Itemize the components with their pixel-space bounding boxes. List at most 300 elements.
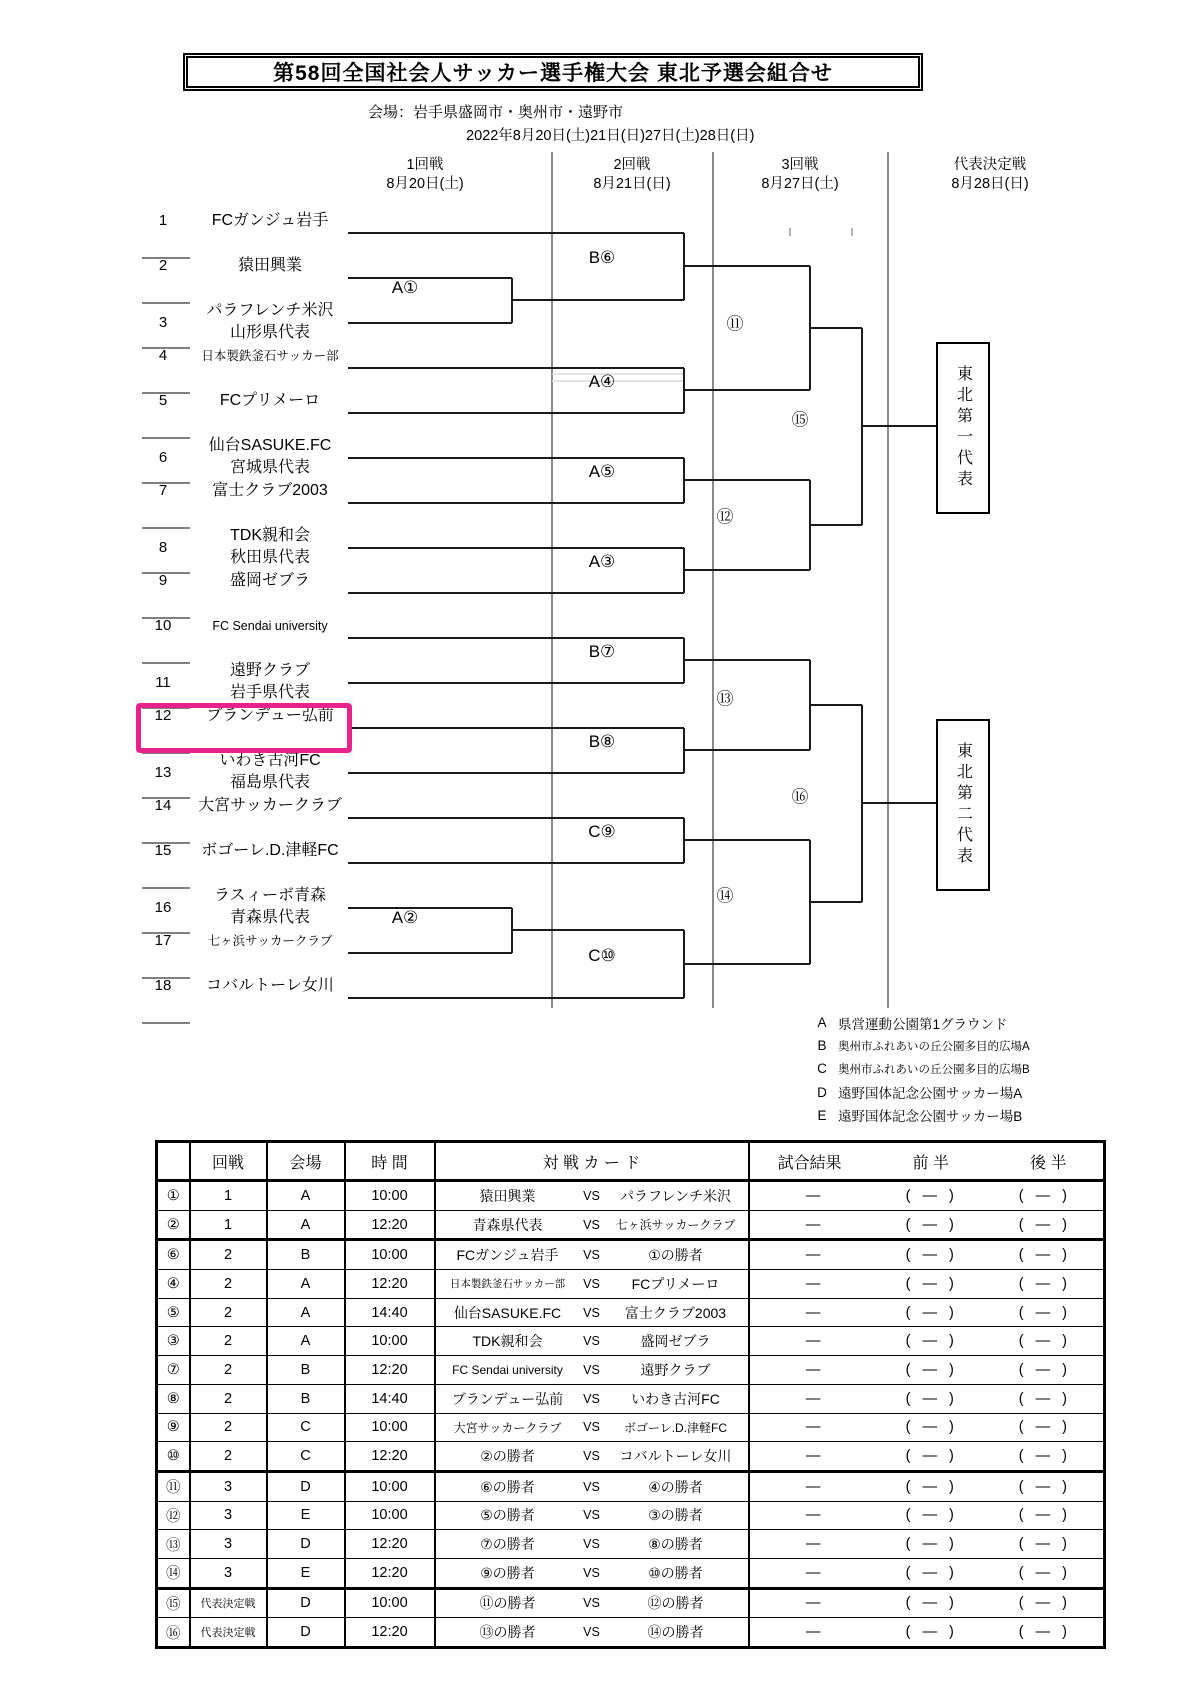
home-team: ⑦の勝者 xyxy=(480,1536,535,1553)
round-cell: 2 xyxy=(190,1240,267,1270)
time-cell: 12:20 xyxy=(345,1618,435,1648)
team-name xyxy=(193,660,347,704)
time-cell: 12:20 xyxy=(345,1210,435,1240)
round-cell: 3 xyxy=(190,1530,267,1559)
match-label: ⑫ xyxy=(716,507,734,527)
team-number: 11 xyxy=(155,674,171,691)
team-name xyxy=(193,840,347,862)
result-cell xyxy=(749,1471,1105,1501)
vs-label: VS xyxy=(583,1449,600,1464)
match-no-cell: ⑪ xyxy=(157,1471,190,1501)
team-number: 16 xyxy=(154,899,172,916)
result-cell xyxy=(749,1298,1105,1327)
round-cell: 2 xyxy=(190,1442,267,1472)
team-number: 17 xyxy=(154,932,172,949)
team-name-sub: 山形県代表 xyxy=(229,324,310,341)
card-cell xyxy=(435,1618,749,1648)
away-team: 盛岡ゼブラ xyxy=(640,1333,711,1350)
venue-code: B xyxy=(817,1038,827,1054)
vs-label: VS xyxy=(583,1565,600,1580)
card-cell xyxy=(435,1442,749,1472)
venue-code: E xyxy=(817,1107,827,1123)
result-cell xyxy=(749,1413,1105,1442)
second-half-value: ( — ) xyxy=(1018,1507,1067,1524)
match-label: A③ xyxy=(588,552,616,571)
result-value: — xyxy=(805,1275,821,1292)
match-label: A① xyxy=(391,278,419,297)
time-cell: 12:20 xyxy=(345,1270,435,1299)
result-cell xyxy=(749,1618,1105,1648)
result-value: — xyxy=(805,1448,821,1465)
away-team: ③の勝者 xyxy=(648,1507,703,1524)
match-label: B⑥ xyxy=(588,248,616,267)
round-cell: 3 xyxy=(190,1501,267,1530)
schedule-table-body xyxy=(157,1181,1105,1648)
team-number: 2 xyxy=(158,257,168,274)
match-label: A⑤ xyxy=(588,462,616,481)
team-name-sub: 秋田県代表 xyxy=(229,549,310,566)
table-row xyxy=(157,1558,1105,1588)
team-name-main: FC Sendai university xyxy=(212,619,328,633)
round-header xyxy=(386,156,463,194)
highlight-box xyxy=(136,703,352,753)
time-cell: 10:00 xyxy=(345,1471,435,1501)
time-cell: 14:40 xyxy=(345,1298,435,1327)
venue-cell: C xyxy=(267,1442,345,1472)
team-name-main: ボゴーレ.D.津軽FC xyxy=(201,842,339,859)
venue-cell: D xyxy=(267,1530,345,1559)
venue-code: D xyxy=(817,1084,827,1100)
vs-label: VS xyxy=(583,1391,600,1406)
match-no-cell: ⑧ xyxy=(157,1384,190,1413)
team-number: 10 xyxy=(154,617,172,634)
round-cell: 2 xyxy=(190,1384,267,1413)
second-half-value: ( — ) xyxy=(1018,1536,1067,1553)
first-half-value: ( — ) xyxy=(905,1624,954,1641)
second-half-value: ( — ) xyxy=(1018,1361,1067,1378)
team-number: 6 xyxy=(158,449,168,466)
away-team: ⑭の勝者 xyxy=(647,1624,704,1641)
table-row xyxy=(157,1181,1105,1211)
home-team: ブランデュー弘前 xyxy=(451,1390,564,1407)
team-number: 18 xyxy=(154,977,172,994)
team-number: 1 xyxy=(158,212,168,229)
second-half-value: ( — ) xyxy=(1018,1624,1067,1641)
result-cell xyxy=(749,1327,1105,1356)
venue-cell: B xyxy=(267,1384,345,1413)
venue-cell: D xyxy=(267,1471,345,1501)
home-team: 青森県代表 xyxy=(472,1216,543,1233)
team-name-main: 富士クラブ2003 xyxy=(212,482,328,499)
result-value: — xyxy=(805,1216,821,1233)
vs-label: VS xyxy=(583,1305,600,1320)
team-name-main: 日本製鉄釜石サッカー部 xyxy=(201,349,339,363)
round-date: 8月28日(日) xyxy=(951,176,1029,192)
first-half-value: ( — ) xyxy=(905,1361,954,1378)
venue-name: 遠野国体記念公園サッカー場A xyxy=(838,1086,1023,1102)
venue-legend-row xyxy=(806,1104,1106,1127)
round-cell: 1 xyxy=(190,1210,267,1240)
venue-cell: B xyxy=(267,1240,345,1270)
round-label: 1回戦 xyxy=(406,157,444,173)
away-team: パラフレンチ米沢 xyxy=(619,1187,732,1204)
venue-cell: D xyxy=(267,1618,345,1648)
result-cell xyxy=(749,1530,1105,1559)
match-label: A② xyxy=(391,908,419,927)
away-team: 富士クラブ2003 xyxy=(624,1304,727,1321)
round-cell: 代表決定戦 xyxy=(190,1618,267,1648)
team-name-sub: 岩手県代表 xyxy=(229,684,310,701)
round-label: 2回戦 xyxy=(613,157,651,173)
team-number: 15 xyxy=(154,842,172,859)
vs-label: VS xyxy=(583,1362,600,1377)
team-name xyxy=(193,480,347,502)
vs-label: VS xyxy=(583,1248,600,1263)
home-team: ②の勝者 xyxy=(480,1448,535,1465)
time-cell: 12:20 xyxy=(345,1356,435,1385)
away-team: いわき古河FC xyxy=(631,1390,720,1407)
second-half-value: ( — ) xyxy=(1018,1595,1067,1612)
round-cell: 2 xyxy=(190,1270,267,1299)
team-name-main: ブランデュー弘前 xyxy=(206,707,334,724)
vs-label: VS xyxy=(583,1508,600,1523)
away-team: ⑫の勝者 xyxy=(647,1595,704,1612)
table-row xyxy=(157,1413,1105,1442)
away-team: ①の勝者 xyxy=(648,1247,703,1264)
team-name xyxy=(193,975,347,997)
match-no-cell: ⑦ xyxy=(157,1356,190,1385)
round-cell: 1 xyxy=(190,1181,267,1211)
card-cell xyxy=(435,1501,749,1530)
team-number: 5 xyxy=(158,392,168,409)
card-cell xyxy=(435,1384,749,1413)
team-number: 7 xyxy=(158,482,168,499)
result-value: — xyxy=(805,1595,821,1612)
first-half-value: ( — ) xyxy=(905,1187,954,1204)
match-no-cell: ⑬ xyxy=(157,1530,190,1559)
time-cell: 10:00 xyxy=(345,1413,435,1442)
card-cell xyxy=(435,1588,749,1618)
home-team: ⑥の勝者 xyxy=(480,1478,535,1495)
time-cell: 12:20 xyxy=(345,1558,435,1588)
result-cell xyxy=(749,1558,1105,1588)
second-half-value: ( — ) xyxy=(1018,1304,1067,1321)
result-cell xyxy=(749,1384,1105,1413)
first-half-value: ( — ) xyxy=(905,1536,954,1553)
result-value: — xyxy=(805,1478,821,1495)
winner-label: 東北第一代表 xyxy=(954,365,972,491)
result-value: — xyxy=(805,1247,821,1264)
round-date: 8月21日(日) xyxy=(593,176,671,192)
venue-cell: A xyxy=(267,1327,345,1356)
schedule-table-head xyxy=(157,1142,1105,1181)
card-cell xyxy=(435,1530,749,1559)
second-half-value: ( — ) xyxy=(1018,1247,1067,1264)
winner-box xyxy=(936,342,990,514)
card-cell xyxy=(435,1270,749,1299)
match-label: ⑪ xyxy=(726,314,744,334)
first-half-value: ( — ) xyxy=(905,1507,954,1524)
match-no-cell: ⑯ xyxy=(157,1618,190,1648)
round-cell: 3 xyxy=(190,1558,267,1588)
away-team: ⑩の勝者 xyxy=(648,1564,703,1581)
first-half-value: ( — ) xyxy=(905,1478,954,1495)
second-half-value: ( — ) xyxy=(1018,1478,1067,1495)
vs-label: VS xyxy=(583,1537,600,1552)
away-team: コバルトーレ女川 xyxy=(619,1448,732,1465)
match-no-cell: ⑥ xyxy=(157,1240,190,1270)
match-label: A④ xyxy=(588,372,616,391)
team-name-sub: 宮城県代表 xyxy=(229,459,310,476)
team-number: 8 xyxy=(158,539,168,556)
venue-cell: E xyxy=(267,1558,345,1588)
time-cell: 12:20 xyxy=(345,1530,435,1559)
card-cell xyxy=(435,1181,749,1211)
card-cell xyxy=(435,1327,749,1356)
venue-cell: A xyxy=(267,1270,345,1299)
match-no-cell: ④ xyxy=(157,1270,190,1299)
second-half-value: ( — ) xyxy=(1018,1275,1067,1292)
match-no-cell: ⑭ xyxy=(157,1558,190,1588)
result-cell xyxy=(749,1501,1105,1530)
away-team: ボゴーレ.D.津軽FC xyxy=(623,1420,728,1435)
team-name-main: 七ヶ浜サッカークラブ xyxy=(207,934,333,948)
round-date: 8月27日(土) xyxy=(761,176,839,192)
match-no-cell: ⑨ xyxy=(157,1413,190,1442)
header-time: 時 間 xyxy=(345,1142,435,1181)
table-row xyxy=(157,1471,1105,1501)
venue-cell: A xyxy=(267,1181,345,1211)
venue-code: A xyxy=(817,1015,827,1031)
team-name xyxy=(193,390,347,412)
card-cell xyxy=(435,1356,749,1385)
team-number: 13 xyxy=(154,764,172,781)
match-label: ⑬ xyxy=(716,689,734,709)
venue-legend xyxy=(806,1011,1106,1127)
match-label: C⑨ xyxy=(588,822,616,841)
first-half-value: ( — ) xyxy=(905,1247,954,1264)
venue-cell: E xyxy=(267,1501,345,1530)
header-card: 対 戦 カ ー ド xyxy=(435,1142,749,1181)
match-label: ⑯ xyxy=(791,787,809,807)
result-value: — xyxy=(805,1564,821,1581)
team-name xyxy=(193,525,347,569)
time-cell: 10:00 xyxy=(345,1181,435,1211)
first-half-value: ( — ) xyxy=(905,1419,954,1436)
home-team: 日本製鉄釜石サッカー部 xyxy=(449,1278,566,1291)
team-name xyxy=(193,615,347,637)
schedule-table xyxy=(155,1140,1106,1649)
round-cell: 代表決定戦 xyxy=(190,1588,267,1618)
header-results xyxy=(749,1142,1105,1181)
card-cell xyxy=(435,1471,749,1501)
match-no-cell: ② xyxy=(157,1210,190,1240)
away-team: FCプリメーロ xyxy=(631,1275,720,1292)
vs-label: VS xyxy=(583,1188,600,1203)
team-name xyxy=(193,300,347,344)
away-team: ⑧の勝者 xyxy=(648,1536,703,1553)
match-label: ⑮ xyxy=(791,410,809,430)
match-label: ⑭ xyxy=(716,886,734,906)
result-value: — xyxy=(805,1304,821,1321)
time-cell: 10:00 xyxy=(345,1588,435,1618)
round-date: 8月20日(土) xyxy=(386,176,464,192)
first-half-value: ( — ) xyxy=(905,1564,954,1581)
match-no-cell: ⑫ xyxy=(157,1501,190,1530)
round-header xyxy=(951,156,1028,194)
team-name xyxy=(193,435,347,479)
table-row xyxy=(157,1327,1105,1356)
venue-line: 会場：岩手県盛岡市・奥州市・遠野市 xyxy=(368,104,624,121)
second-half-value: ( — ) xyxy=(1018,1333,1067,1350)
first-half-value: ( — ) xyxy=(905,1216,954,1233)
team-name xyxy=(193,210,347,232)
away-team: 七ヶ浜サッカークラブ xyxy=(615,1218,736,1233)
table-row xyxy=(157,1356,1105,1385)
vs-label: VS xyxy=(583,1217,600,1232)
result-cell xyxy=(749,1270,1105,1299)
round-label: 代表決定戦 xyxy=(953,157,1027,173)
time-cell: 10:00 xyxy=(345,1327,435,1356)
second-half-value: ( — ) xyxy=(1018,1419,1067,1436)
second-half-value: ( — ) xyxy=(1018,1187,1067,1204)
result-value: — xyxy=(805,1361,821,1378)
card-cell xyxy=(435,1210,749,1240)
venue-code: C xyxy=(817,1061,827,1077)
table-row xyxy=(157,1270,1105,1299)
venue-legend-row xyxy=(806,1034,1106,1057)
team-name-main: 猿田興業 xyxy=(237,257,302,274)
team-name-main: FCガンジュ岩手 xyxy=(211,212,329,229)
result-cell xyxy=(749,1442,1105,1472)
vs-label: VS xyxy=(583,1276,600,1291)
second-half-value: ( — ) xyxy=(1018,1390,1067,1407)
team-name-main: TDK親和会 xyxy=(229,527,310,544)
team-name xyxy=(193,345,347,367)
page-title: 第58回全国社会人サッカー選手権大会 東北予選会組合せ xyxy=(273,62,833,85)
winner-box xyxy=(936,719,990,891)
team-name-main: 大宮サッカークラブ xyxy=(198,797,342,814)
away-team: 遠野クラブ xyxy=(640,1361,711,1378)
result-cell xyxy=(749,1181,1105,1211)
first-half-value: ( — ) xyxy=(905,1390,954,1407)
round-cell: 2 xyxy=(190,1356,267,1385)
team-name-main: FCプリメーロ xyxy=(219,392,321,409)
round-cell: 2 xyxy=(190,1413,267,1442)
header-first-half: 前 半 xyxy=(912,1154,949,1172)
venue-cell: B xyxy=(267,1356,345,1385)
team-name xyxy=(193,570,347,592)
card-cell xyxy=(435,1413,749,1442)
team-name-main: いわき古河FC xyxy=(219,752,321,769)
round-cell: 2 xyxy=(190,1327,267,1356)
first-half-value: ( — ) xyxy=(905,1595,954,1612)
result-cell xyxy=(749,1356,1105,1385)
venue-cell: A xyxy=(267,1298,345,1327)
venue-legend-row xyxy=(806,1081,1106,1104)
home-team: ⑪の勝者 xyxy=(479,1595,536,1612)
team-number: 14 xyxy=(154,797,172,814)
vs-label: VS xyxy=(583,1625,600,1640)
time-cell: 10:00 xyxy=(345,1240,435,1270)
round-header xyxy=(761,156,838,194)
table-row xyxy=(157,1588,1105,1618)
home-team: FCガンジュ岩手 xyxy=(456,1247,559,1264)
table-row xyxy=(157,1240,1105,1270)
venue-name: 奥州市ふれあいの丘公園多目的広場A xyxy=(838,1040,1030,1053)
venue-name: 遠野国体記念公園サッカー場B xyxy=(838,1109,1023,1125)
table-row xyxy=(157,1442,1105,1472)
table-row xyxy=(157,1501,1105,1530)
home-team: FC Sendai university xyxy=(452,1362,563,1377)
vs-label: VS xyxy=(583,1479,600,1494)
result-cell xyxy=(749,1240,1105,1270)
team-name xyxy=(193,795,347,817)
result-value: — xyxy=(805,1187,821,1204)
away-team: ④の勝者 xyxy=(648,1478,703,1495)
venue-name: 県営運動公園第1グラウンド xyxy=(838,1016,1008,1032)
vs-label: VS xyxy=(583,1596,600,1611)
vs-label: VS xyxy=(583,1420,600,1435)
result-value: — xyxy=(805,1536,821,1553)
team-name xyxy=(193,930,347,952)
vs-label: VS xyxy=(583,1334,600,1349)
result-value: — xyxy=(805,1419,821,1436)
team-number: 3 xyxy=(158,314,168,331)
match-no-cell: ⑩ xyxy=(157,1442,190,1472)
match-label: B⑧ xyxy=(588,732,616,751)
header-result: 試合結果 xyxy=(777,1154,842,1172)
card-cell xyxy=(435,1298,749,1327)
card-cell xyxy=(435,1240,749,1270)
first-half-value: ( — ) xyxy=(905,1333,954,1350)
second-half-value: ( — ) xyxy=(1018,1448,1067,1465)
first-half-value: ( — ) xyxy=(905,1304,954,1321)
second-half-value: ( — ) xyxy=(1018,1216,1067,1233)
match-label: C⑩ xyxy=(588,946,616,965)
header-venue: 会場 xyxy=(267,1142,345,1181)
team-name-main: ラスィーボ青森 xyxy=(213,887,326,904)
round-cell: 2 xyxy=(190,1298,267,1327)
home-team: ⑤の勝者 xyxy=(480,1507,535,1524)
result-value: — xyxy=(805,1333,821,1350)
venue-name: 奥州市ふれあいの丘公園多目的広場B xyxy=(838,1063,1030,1076)
team-name-sub: 福島県代表 xyxy=(229,774,310,791)
header-round: 回戦 xyxy=(190,1142,267,1181)
team-name-main: パラフレンチ米沢 xyxy=(206,302,334,319)
team-number: 12 xyxy=(154,707,172,724)
time-cell: 14:40 xyxy=(345,1384,435,1413)
round-header xyxy=(593,156,670,194)
team-name xyxy=(193,885,347,929)
venue-cell: A xyxy=(267,1210,345,1240)
round-label: 3回戦 xyxy=(781,157,819,173)
result-cell xyxy=(749,1210,1105,1240)
table-row xyxy=(157,1298,1105,1327)
team-number: 9 xyxy=(158,572,168,589)
match-no-cell: ③ xyxy=(157,1327,190,1356)
team-name-main: コバルトーレ女川 xyxy=(206,977,334,994)
match-no-cell: ① xyxy=(157,1181,190,1211)
home-team: TDK親和会 xyxy=(472,1333,543,1350)
winner-label: 東北第二代表 xyxy=(954,742,972,868)
match-no-cell: ⑮ xyxy=(157,1588,190,1618)
date-line: 2022年8月20日(土)21日(日)27日(土)28日(日) xyxy=(466,128,755,144)
table-row xyxy=(157,1530,1105,1559)
second-half-value: ( — ) xyxy=(1018,1564,1067,1581)
result-value: — xyxy=(805,1390,821,1407)
card-cell xyxy=(435,1558,749,1588)
